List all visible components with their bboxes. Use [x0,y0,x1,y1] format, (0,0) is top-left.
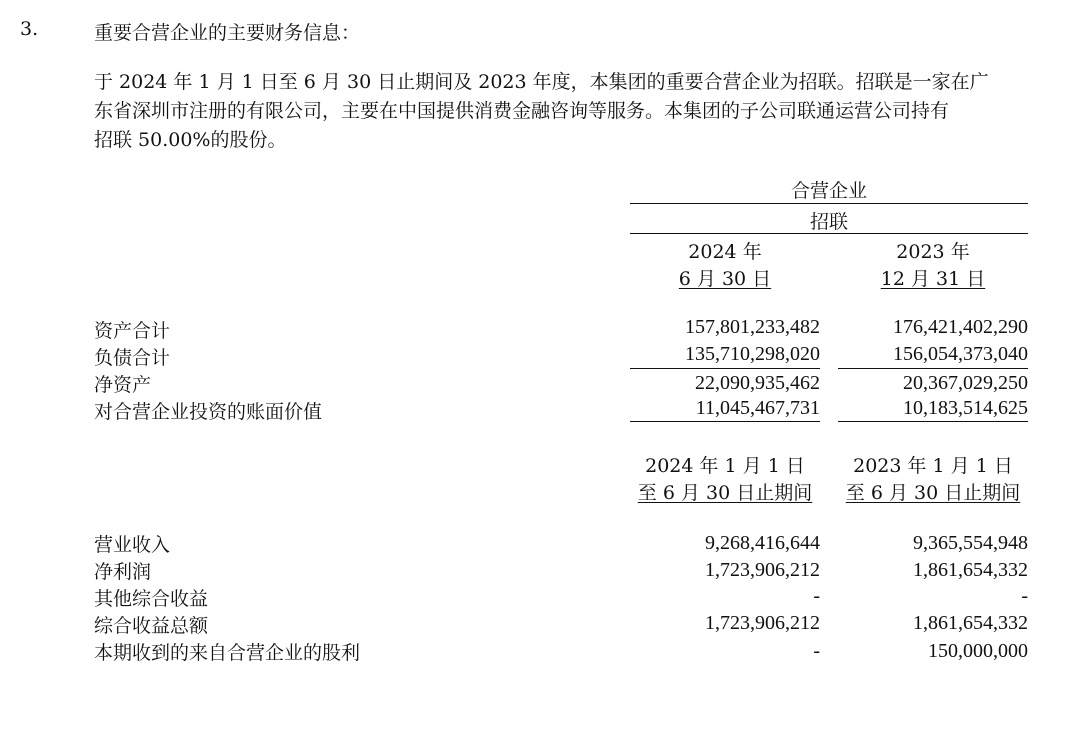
bs-col1-header-date [630,264,820,291]
is-row-value-2023: 9,365,554,948 [913,532,1028,554]
paragraph-line-3: 招联 50.00%的股份。 [94,129,287,151]
is-col2-header-start: 2023 年 1 月 1 日 [853,455,1013,477]
is-row-label: 本期收到的来自合营企业的股利 [94,642,361,664]
bs-row-label: 负债合计 [94,347,171,369]
is-row-label: 其他综合收益 [94,588,209,610]
is-row-value-2023: 1,861,654,332 [913,612,1028,634]
bs-row-value-2023: 10,183,514,625 [903,397,1028,419]
total-rule-col1 [630,421,820,422]
header-rule-2 [630,233,1028,234]
section-number: 3. [20,18,39,40]
bs-col2-header-date-text: 12 月 31 日 [880,268,986,290]
is-col1-header-period-text: 至 6 月 30 日止期间 [637,482,813,504]
bs-col2-header-date [838,264,1028,291]
intro-paragraph [94,68,1074,155]
bs-col2-header-year: 2023 年 [896,241,970,263]
subtotal-rule-col2 [838,368,1028,369]
bs-row-label: 净资产 [94,374,152,396]
bs-row-value-2024: 157,801,233,482 [685,316,820,338]
total-rule-col2 [838,421,1028,422]
is-col2-header-period-text: 至 6 月 30 日止期间 [845,482,1021,504]
is-row-value-2024: 9,268,416,644 [705,532,820,554]
bs-col1-header-year: 2024 年 [688,241,762,263]
bs-row-value-2024: 11,045,467,731 [695,397,820,419]
bs-row-label: 资产合计 [94,320,171,342]
is-row-value-2024: 1,723,906,212 [705,559,820,581]
bs-col1-header-date-text: 6 月 30 日 [678,268,772,290]
bs-row-value-2023: 176,421,402,290 [893,316,1028,338]
bs-row-value-2024: 22,090,935,462 [695,372,820,394]
is-row-label: 综合收益总额 [94,615,209,637]
is-col2-header-period [838,478,1028,505]
bs-row-value-2024: 135,710,298,020 [685,343,820,365]
bs-row-value-2023: 156,054,373,040 [893,343,1028,365]
paragraph-line-2: 东省深圳市注册的有限公司，主要在中国提供消费金融咨询等服务。本集团的子公司联通运营公司持有 [94,100,950,122]
header-rule-1 [630,203,1028,204]
is-col1-header-period [630,478,820,505]
is-row-value-2024: 1,723,906,212 [705,612,820,634]
table-header-entity: 招联 [809,211,848,233]
subtotal-rule-col1 [630,368,820,369]
paragraph-line-1: 于 2024 年 1 月 1 日至 6 月 30 日止期间及 2023 年度，本集团的重要合营企业为招联。招联是一家在广 [94,71,989,93]
is-row-value-2023: 1,861,654,332 [913,559,1028,581]
is-row-label: 净利润 [94,561,152,583]
table-header-group: 合营企业 [790,180,867,202]
is-row-value-2024: - [813,585,820,607]
is-row-value-2023: - [1021,585,1028,607]
bs-row-value-2023: 20,367,029,250 [903,372,1028,394]
section-title: 重要合营企业的主要财务信息： [94,22,361,44]
bs-row-label: 对合营企业投资的账面价值 [94,401,323,423]
is-row-label: 营业收入 [94,534,171,556]
is-row-value-2023: 150,000,000 [928,640,1028,662]
is-row-value-2024: - [813,640,820,662]
is-col1-header-start: 2024 年 1 月 1 日 [645,455,805,477]
